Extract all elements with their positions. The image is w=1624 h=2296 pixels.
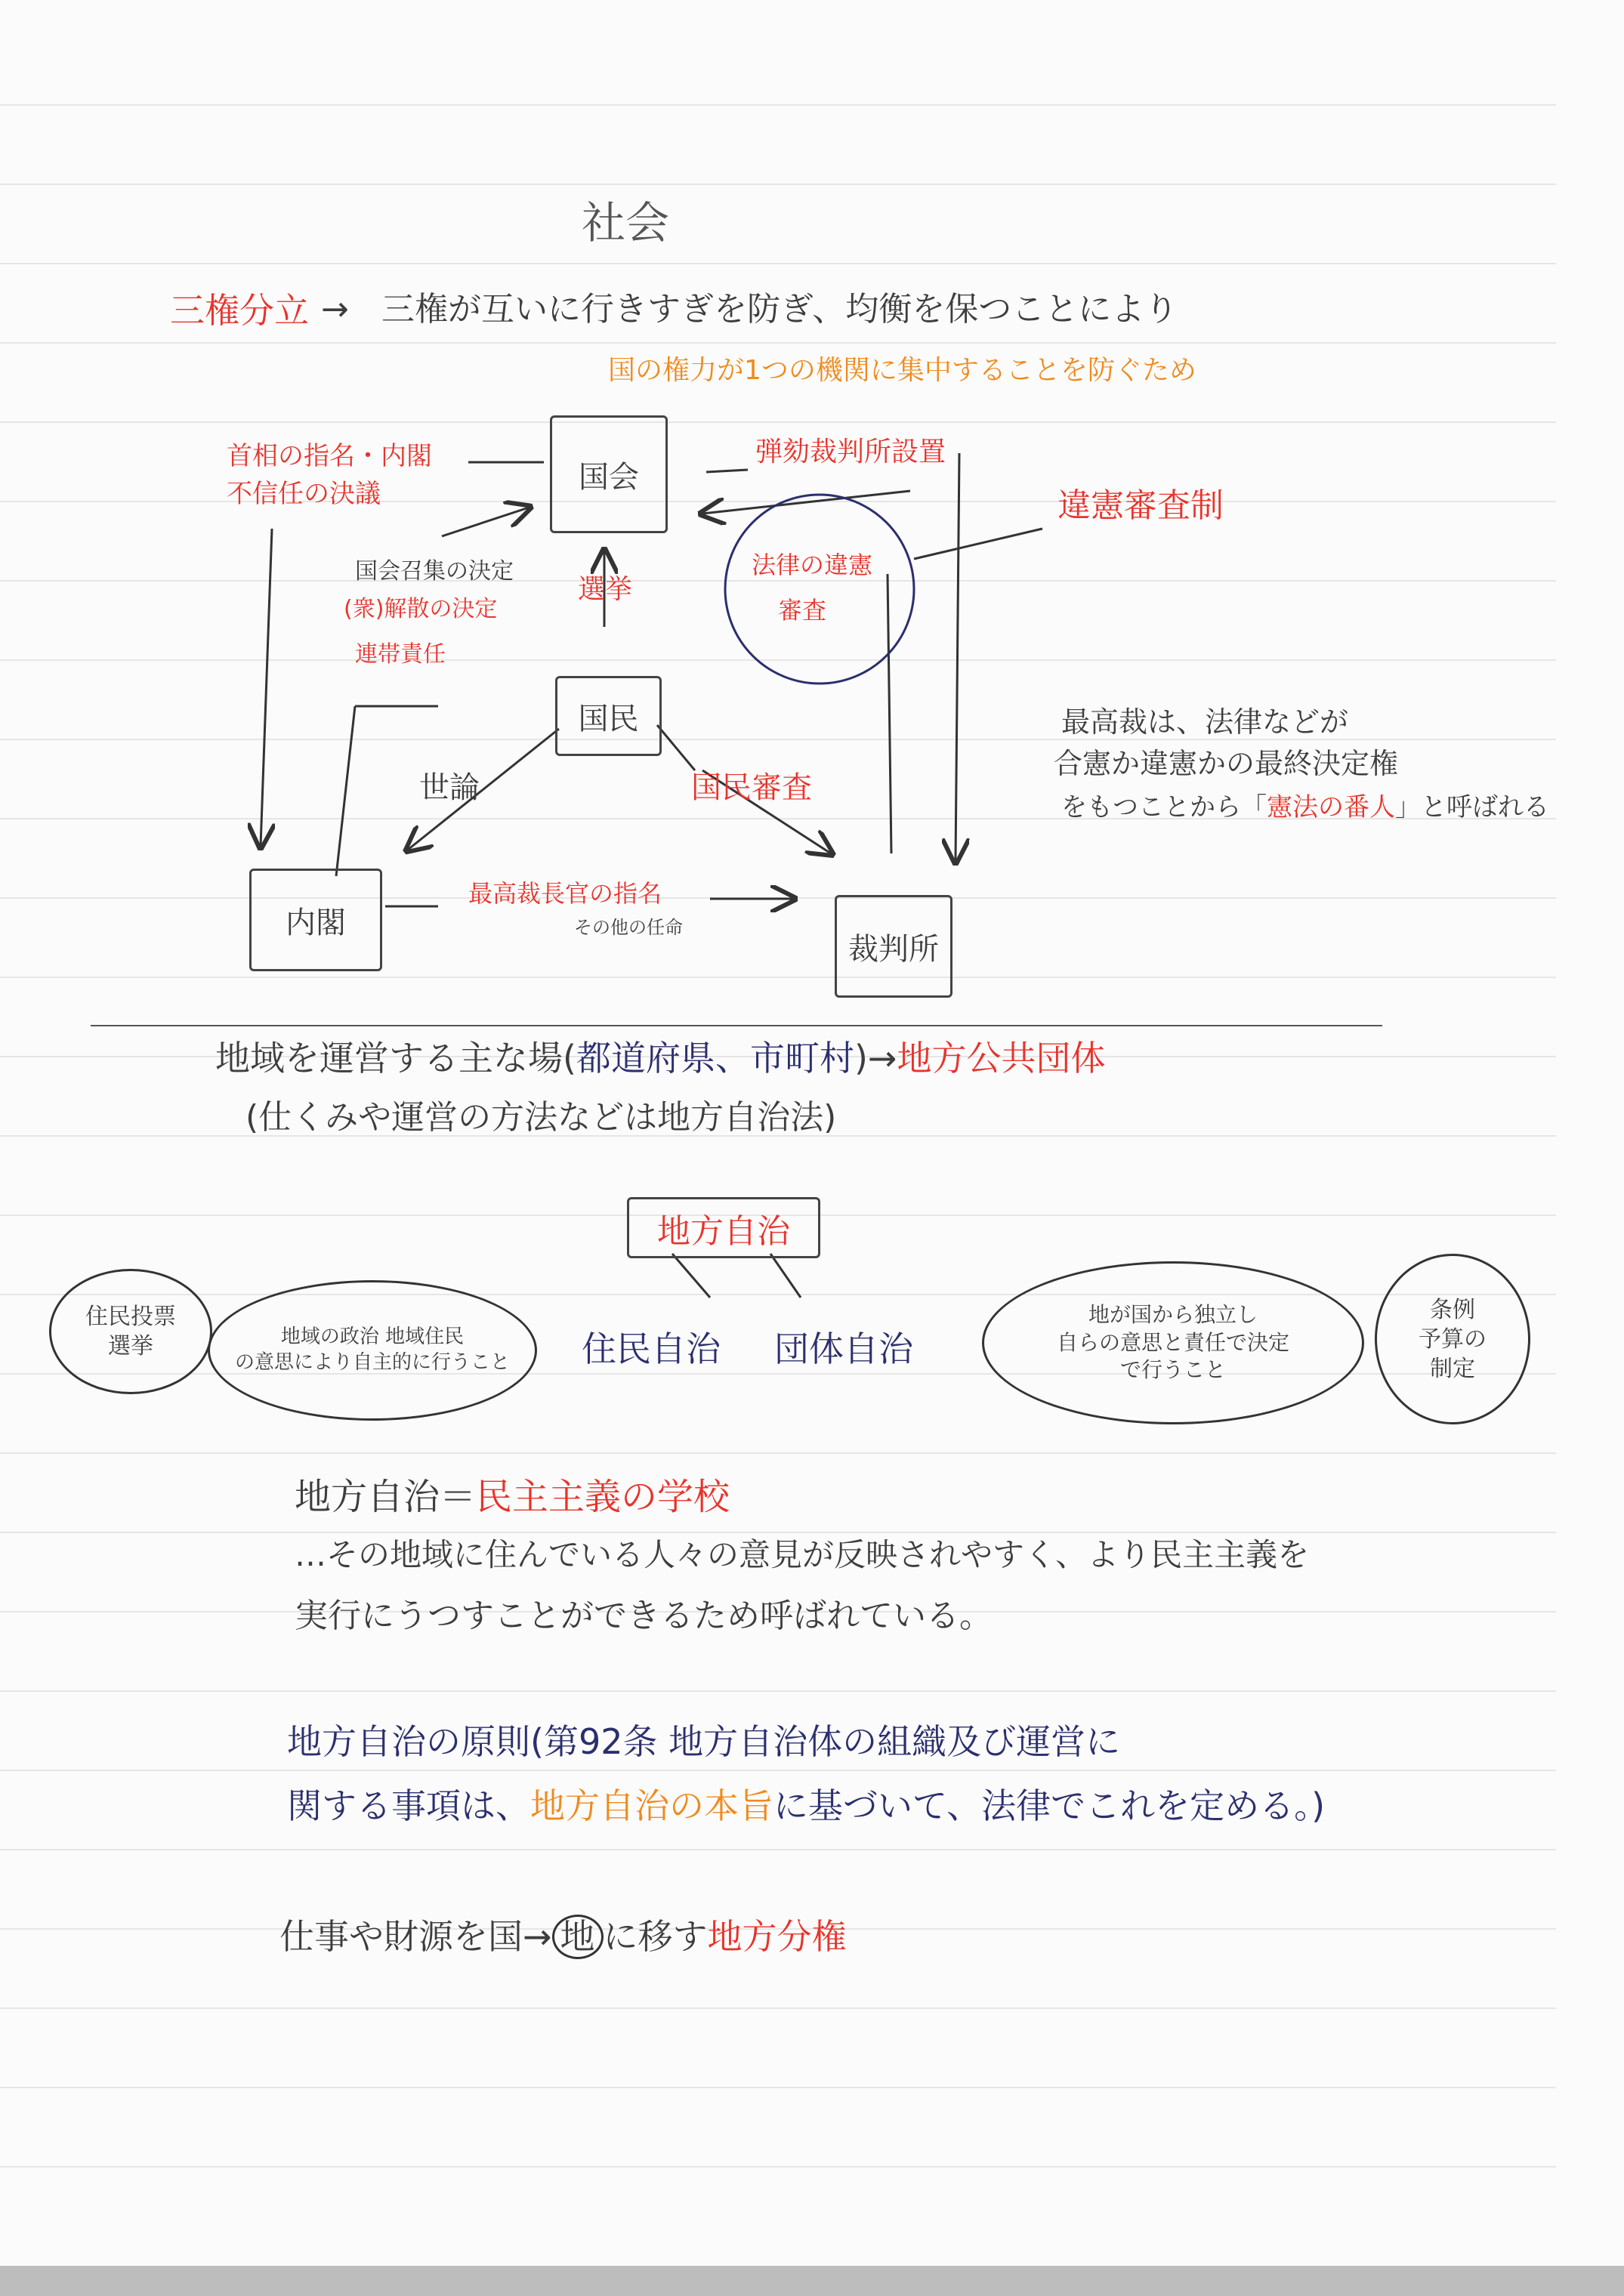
- separation-arrow: →: [321, 290, 349, 329]
- separation-term: 三権分立: [170, 290, 309, 331]
- page-title: 社会: [582, 197, 670, 248]
- principle-line-2: 関する事項は、地方自治の本旨に基づいて、法律でこれを定める。): [287, 1785, 1326, 1826]
- cabinet-to-diet-1: 国会召集の決定: [355, 558, 514, 585]
- judicial-review: 違憲審査制: [1057, 486, 1224, 525]
- bubble-group: 地が国から独立し 自らの意思と責任で決定 で行うこと: [982, 1261, 1364, 1424]
- review-circle: [725, 495, 914, 684]
- cabinet-to-court-1: 最高裁長官の指名: [468, 879, 662, 908]
- decentralization: 仕事や財源を国→ 地 に移す地方分権: [279, 1915, 847, 1959]
- bubble-budget: 条例 予算の 制定: [1375, 1254, 1530, 1424]
- school-line-3: 実行にうつすことができるため呼ばれている。: [295, 1597, 993, 1635]
- local-autonomy-box: 地方自治: [627, 1197, 820, 1258]
- people-box: 国民: [555, 676, 662, 756]
- court-box: 裁判所: [835, 895, 952, 998]
- people-to-court: 国民審査: [691, 770, 812, 805]
- people-to-diet: 選挙: [578, 574, 633, 605]
- diet-box: 国会: [550, 415, 668, 533]
- court-to-diet-1: 法律の違憲: [752, 551, 873, 579]
- supreme-note-2: 合憲か違憲かの最終決定権: [1054, 747, 1399, 780]
- separation-explain-2: 国の権力が1つの機関に集中することを防ぐため: [608, 355, 1196, 386]
- local-line-2: (仕くみや運営の方法などは地方自治法): [245, 1098, 837, 1137]
- cabinet-to-diet-3: 連帯責任: [355, 641, 446, 668]
- diet-to-cabinet-2: 不信任の決議: [227, 479, 381, 509]
- school-line-2: …その地域に住んでいる人々の意見が反映されやすく、より民主主義を: [295, 1536, 1310, 1573]
- scan-edge: [0, 2266, 1624, 2296]
- principle-line-1: 地方自治の原則(第92条 地方自治体の組織及び運営に: [287, 1721, 1121, 1762]
- school-line-1: 地方自治＝民主主義の学校: [295, 1476, 730, 1518]
- resident-autonomy: 住民自治: [582, 1329, 721, 1369]
- bubble-resident: 地域の政治 地域住民 の意思により自主的に行うこと: [208, 1280, 537, 1421]
- bubble-vote: 住民投票 選挙: [49, 1269, 212, 1394]
- group-autonomy: 団体自治: [774, 1329, 913, 1369]
- diet-to-court: 弾劾裁判所設置: [755, 437, 946, 468]
- supreme-note-3: をもつことから「憲法の番人」と呼ばれる: [1061, 792, 1549, 822]
- cabinet-to-court-2: その他の任命: [574, 917, 683, 938]
- court-to-diet-2: 審査: [778, 596, 827, 625]
- cabinet-to-diet-2: (衆)解散の決定: [344, 596, 498, 622]
- diet-to-cabinet-1: 首相の指名・内閣: [227, 441, 432, 471]
- people-to-cabinet: 世論: [419, 770, 480, 805]
- supreme-note-1: 最高裁は、法律などが: [1061, 705, 1349, 739]
- local-line-1: 地域を運営する主な場(都道府県、市町村)→地方公共団体: [215, 1038, 1106, 1079]
- separation-explain-1: 三権が互いに行きすぎを防ぎ、均衡を保つことにより: [381, 290, 1178, 329]
- cabinet-box: 内閣: [249, 869, 382, 971]
